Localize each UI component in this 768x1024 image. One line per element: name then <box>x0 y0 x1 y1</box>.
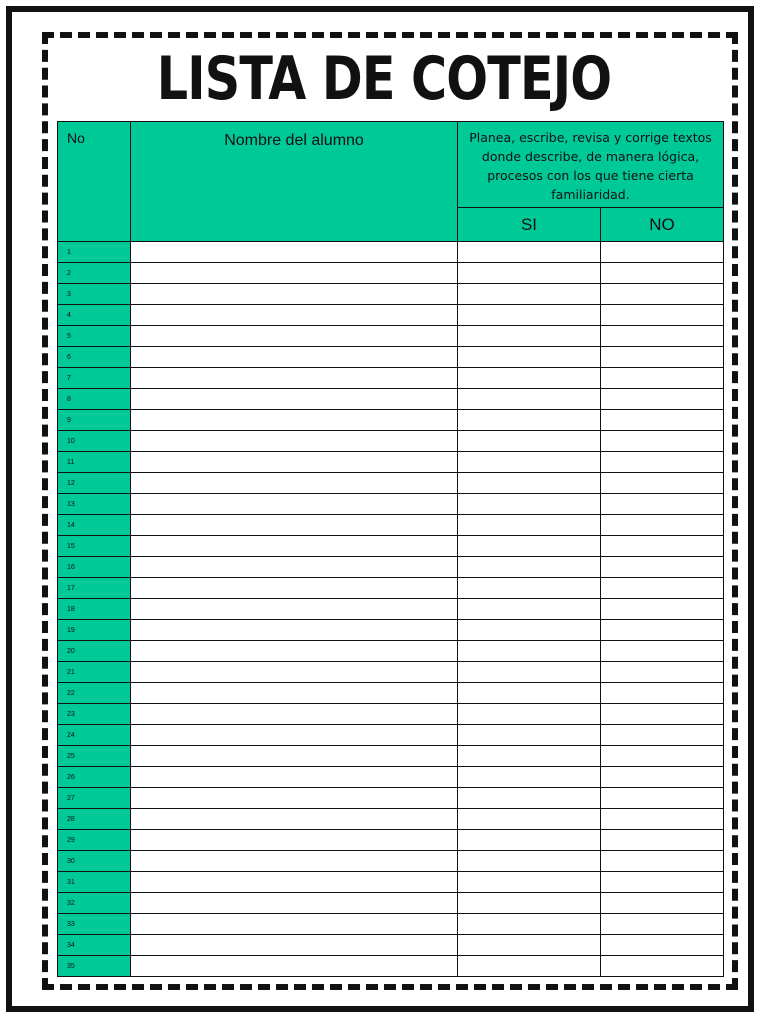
table-row <box>58 284 724 305</box>
si-cell[interactable] <box>458 263 601 284</box>
row-number: 3 <box>58 284 131 305</box>
row-number: 21 <box>58 662 131 683</box>
header-number: No <box>58 122 131 242</box>
si-cell[interactable] <box>458 347 601 368</box>
no-cell[interactable] <box>601 620 724 641</box>
si-cell[interactable] <box>458 431 601 452</box>
header-student-name: Nombre del alumno <box>131 122 458 242</box>
table-row <box>58 851 724 872</box>
table-row <box>58 725 724 746</box>
table-row <box>58 956 724 977</box>
table-row <box>58 263 724 284</box>
row-number: 7 <box>58 368 131 389</box>
student-name-cell[interactable] <box>131 683 458 704</box>
si-cell[interactable] <box>458 242 601 263</box>
row-number: 18 <box>58 599 131 620</box>
row-number: 12 <box>58 473 131 494</box>
student-name-cell[interactable] <box>131 263 458 284</box>
si-cell[interactable] <box>458 494 601 515</box>
student-name-cell[interactable] <box>131 242 458 263</box>
table-row <box>58 410 724 431</box>
student-name-cell[interactable] <box>131 599 458 620</box>
si-cell[interactable] <box>458 767 601 788</box>
student-name-cell[interactable] <box>131 704 458 725</box>
student-name-cell[interactable] <box>131 305 458 326</box>
table-row <box>58 242 724 263</box>
row-number: 24 <box>58 725 131 746</box>
si-cell[interactable] <box>458 515 601 536</box>
table-row <box>58 809 724 830</box>
row-number: 1 <box>58 242 131 263</box>
student-name-cell[interactable] <box>131 809 458 830</box>
table-row <box>58 599 724 620</box>
student-name-cell[interactable] <box>131 284 458 305</box>
header-no-option: NO <box>601 208 724 242</box>
row-number: 11 <box>58 452 131 473</box>
row-number: 4 <box>58 305 131 326</box>
no-cell[interactable] <box>601 599 724 620</box>
table-row <box>58 704 724 725</box>
no-cell[interactable] <box>601 746 724 767</box>
student-name-cell[interactable] <box>131 389 458 410</box>
table-row <box>58 347 724 368</box>
row-number: 28 <box>58 809 131 830</box>
no-cell[interactable] <box>601 788 724 809</box>
row-number: 27 <box>58 788 131 809</box>
student-name-cell[interactable] <box>131 347 458 368</box>
student-name-cell[interactable] <box>131 473 458 494</box>
si-cell[interactable] <box>458 410 601 431</box>
si-cell[interactable] <box>458 914 601 935</box>
row-number: 33 <box>58 914 131 935</box>
si-cell[interactable] <box>458 830 601 851</box>
student-name-cell[interactable] <box>131 494 458 515</box>
student-name-cell[interactable] <box>131 788 458 809</box>
si-cell[interactable] <box>458 683 601 704</box>
no-cell[interactable] <box>601 809 724 830</box>
table-row <box>58 893 724 914</box>
student-name-cell[interactable] <box>131 767 458 788</box>
si-cell[interactable] <box>458 473 601 494</box>
row-number: 6 <box>58 347 131 368</box>
student-name-cell[interactable] <box>131 830 458 851</box>
row-number: 2 <box>58 263 131 284</box>
si-cell[interactable] <box>458 872 601 893</box>
si-cell[interactable] <box>458 536 601 557</box>
student-name-cell[interactable] <box>131 956 458 977</box>
row-number: 26 <box>58 767 131 788</box>
table-row <box>58 389 724 410</box>
student-name-cell[interactable] <box>131 515 458 536</box>
student-name-cell[interactable] <box>131 641 458 662</box>
si-cell[interactable] <box>458 809 601 830</box>
table-row <box>58 578 724 599</box>
no-cell[interactable] <box>601 326 724 347</box>
si-cell[interactable] <box>458 641 601 662</box>
no-cell[interactable] <box>601 305 724 326</box>
no-cell[interactable] <box>601 893 724 914</box>
si-cell[interactable] <box>458 746 601 767</box>
row-number: 5 <box>58 326 131 347</box>
student-name-cell[interactable] <box>131 914 458 935</box>
table-row <box>58 830 724 851</box>
row-number: 22 <box>58 683 131 704</box>
student-name-cell[interactable] <box>131 725 458 746</box>
no-cell[interactable] <box>601 452 724 473</box>
checklist-rows <box>58 242 724 977</box>
student-name-cell[interactable] <box>131 662 458 683</box>
table-row <box>58 473 724 494</box>
row-number: 20 <box>58 641 131 662</box>
si-cell[interactable] <box>458 578 601 599</box>
si-cell[interactable] <box>458 956 601 977</box>
student-name-cell[interactable] <box>131 326 458 347</box>
table-row <box>58 662 724 683</box>
row-number: 14 <box>58 515 131 536</box>
si-cell[interactable] <box>458 704 601 725</box>
row-number: 34 <box>58 935 131 956</box>
row-number: 25 <box>58 746 131 767</box>
student-name-cell[interactable] <box>131 368 458 389</box>
no-cell[interactable] <box>601 830 724 851</box>
header-criterion: Planea, escribe, revisa y corrige textos donde describe, de manera lógica, procesos con los que tiene cierta familiaridad. <box>458 122 724 208</box>
student-name-cell[interactable] <box>131 746 458 767</box>
no-cell[interactable] <box>601 872 724 893</box>
si-cell[interactable] <box>458 788 601 809</box>
no-cell[interactable] <box>601 494 724 515</box>
student-name-cell[interactable] <box>131 620 458 641</box>
student-name-cell[interactable] <box>131 557 458 578</box>
si-cell[interactable] <box>458 893 601 914</box>
table-row <box>58 767 724 788</box>
no-cell[interactable] <box>601 704 724 725</box>
row-number: 9 <box>58 410 131 431</box>
table-row <box>58 683 724 704</box>
no-cell[interactable] <box>601 263 724 284</box>
table-row <box>58 494 724 515</box>
table-row <box>58 872 724 893</box>
student-name-cell[interactable] <box>131 872 458 893</box>
table-row <box>58 641 724 662</box>
student-name-cell[interactable] <box>131 452 458 473</box>
no-cell[interactable] <box>601 242 724 263</box>
no-cell[interactable] <box>601 767 724 788</box>
row-number: 16 <box>58 557 131 578</box>
no-cell[interactable] <box>601 956 724 977</box>
row-number: 35 <box>58 956 131 977</box>
si-cell[interactable] <box>458 725 601 746</box>
row-number: 30 <box>58 851 131 872</box>
row-number: 29 <box>58 830 131 851</box>
si-cell[interactable] <box>458 305 601 326</box>
table-row <box>58 305 724 326</box>
no-cell[interactable] <box>601 914 724 935</box>
row-number: 23 <box>58 704 131 725</box>
no-cell[interactable] <box>601 641 724 662</box>
no-cell[interactable] <box>601 935 724 956</box>
student-name-cell[interactable] <box>131 536 458 557</box>
student-name-cell[interactable] <box>131 935 458 956</box>
row-number: 31 <box>58 872 131 893</box>
si-cell[interactable] <box>458 284 601 305</box>
table-row <box>58 536 724 557</box>
student-name-cell[interactable] <box>131 410 458 431</box>
no-cell[interactable] <box>601 410 724 431</box>
table-row <box>58 326 724 347</box>
student-name-cell[interactable] <box>131 431 458 452</box>
si-cell[interactable] <box>458 557 601 578</box>
row-number: 32 <box>58 893 131 914</box>
student-name-cell[interactable] <box>131 851 458 872</box>
row-number: 13 <box>58 494 131 515</box>
si-cell[interactable] <box>458 368 601 389</box>
header-si: SI <box>458 208 601 242</box>
si-cell[interactable] <box>458 452 601 473</box>
si-cell[interactable] <box>458 620 601 641</box>
si-cell[interactable] <box>458 662 601 683</box>
si-cell[interactable] <box>458 326 601 347</box>
no-cell[interactable] <box>601 536 724 557</box>
table-row <box>58 557 724 578</box>
no-cell[interactable] <box>601 725 724 746</box>
si-cell[interactable] <box>458 851 601 872</box>
no-cell[interactable] <box>601 473 724 494</box>
no-cell[interactable] <box>601 389 724 410</box>
table-row <box>58 935 724 956</box>
checklist-table <box>57 121 724 977</box>
table-row <box>58 431 724 452</box>
no-cell[interactable] <box>601 347 724 368</box>
student-name-cell[interactable] <box>131 578 458 599</box>
row-number: 8 <box>58 389 131 410</box>
no-cell[interactable] <box>601 557 724 578</box>
no-cell[interactable] <box>601 515 724 536</box>
table-row <box>58 914 724 935</box>
no-cell[interactable] <box>601 431 724 452</box>
row-number: 19 <box>58 620 131 641</box>
no-cell[interactable] <box>601 683 724 704</box>
no-cell[interactable] <box>601 368 724 389</box>
si-cell[interactable] <box>458 389 601 410</box>
no-cell[interactable] <box>601 578 724 599</box>
table-row <box>58 746 724 767</box>
table-row <box>58 368 724 389</box>
table-row <box>58 452 724 473</box>
no-cell[interactable] <box>601 284 724 305</box>
table-row <box>58 515 724 536</box>
no-cell[interactable] <box>601 851 724 872</box>
row-number: 17 <box>58 578 131 599</box>
table-row <box>58 620 724 641</box>
si-cell[interactable] <box>458 935 601 956</box>
page-title: LISTA DE COTEJO <box>156 44 612 114</box>
table-row <box>58 788 724 809</box>
no-cell[interactable] <box>601 662 724 683</box>
si-cell[interactable] <box>458 599 601 620</box>
student-name-cell[interactable] <box>131 893 458 914</box>
row-number: 10 <box>58 431 131 452</box>
row-number: 15 <box>58 536 131 557</box>
